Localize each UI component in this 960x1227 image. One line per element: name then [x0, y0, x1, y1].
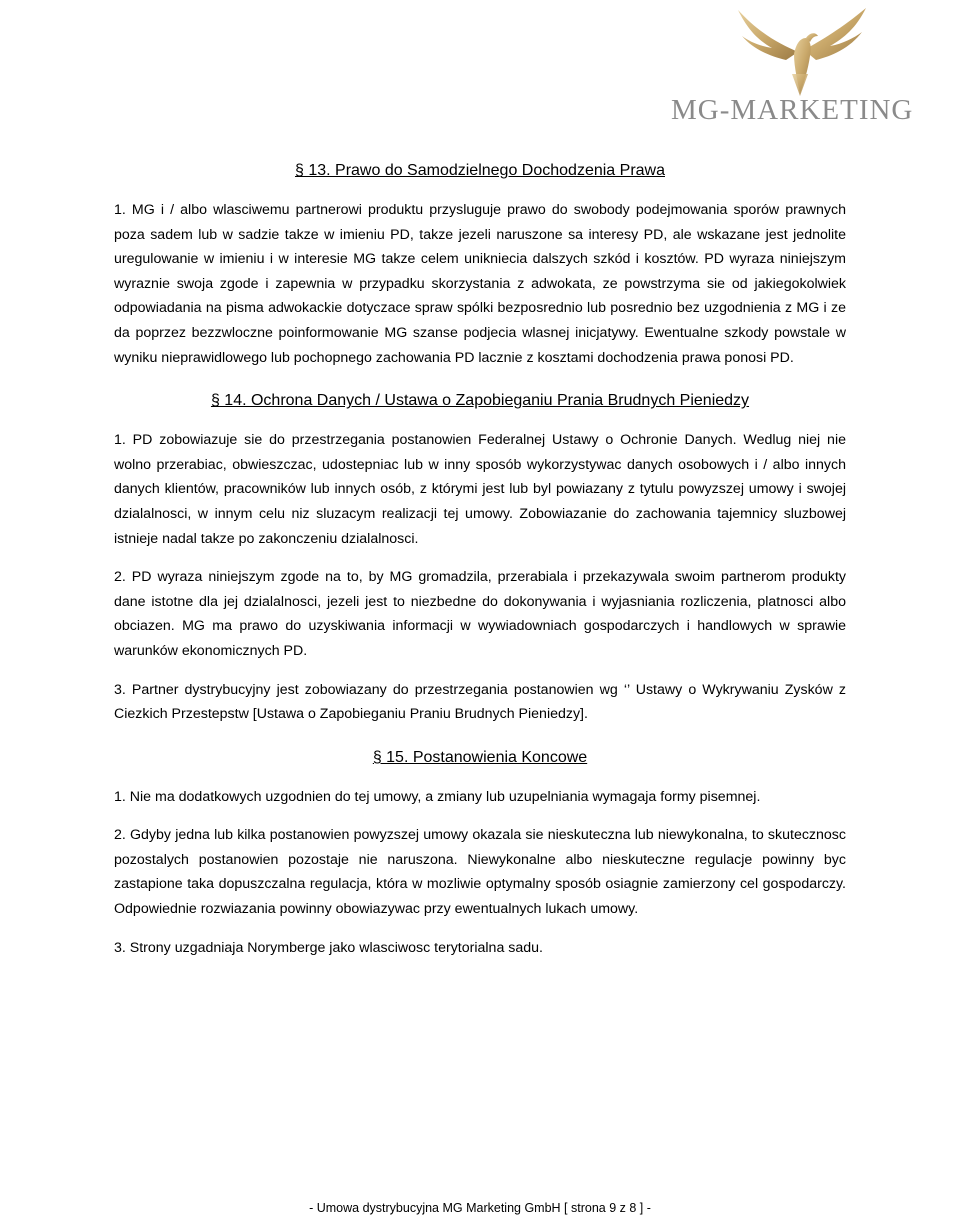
- company-logo: [665, 4, 935, 134]
- section-15-paragraph-3: 3. Strony uzgadniaja Norymberge jako wlasciwosc terytorialna sadu.: [114, 939, 543, 956]
- section-14-paragraph-3: 3. Partner dystrybucyjny jest zobowiazany do przestrzegania postanowien wg ‘’ Ustawy o Wykrywaniu Zysków z Ciezkich Przestepstw [Ustawa o Zapobieganiu Praniu Brudnych Pieniedzy].: [114, 681, 846, 723]
- section-14-heading: § 14. Ochrona Danych / Ustawa o Zapobieganiu Prania Brudnych Pieniedzy: [210, 392, 750, 410]
- section-15-paragraph-2: 2. Gdyby jedna lub kilka postanowien powyzszej umowy okazala sie nieskuteczna lub niewykonalna, to skutecznosc pozostalych postanowien pozostaje nie naruszona. Niewykonalne albo nieskuteczne regulacje powinny byc zastapione taka dopuszczalna regulacja, która w mozliwie optymalny sposób osiagnie zamierzony cel gospodarczy. Odpowiednie rozwiazania powinny obowiazywac przy ewentualnych lukach umowy.: [114, 827, 846, 918]
- section-14-paragraph-1: 1. PD zobowiazuje sie do przestrzegania postanowien Federalnej Ustawy o Ochronie Danych. Wedlug niej nie wolno przerabiac, obwieszczac, udostepniac lub w inny sposób wykorzystywac danych osobowych i / albo innych danych klientów, pracowników lub innych osób, z którymi jest lub byl powiazany z tytulu powyzszej umowy i swojej dzialalnosci, w innym celu niz sluzacym realizacji tej umowy. Zobowiazanie do zachowania tajemnicy sluzbowej istnieje nadal takze po zakonczeniu dzialalnosci.: [114, 432, 846, 547]
- section-15-heading: § 15. Postanowienia Koncowe: [372, 748, 588, 766]
- section-15-paragraph-1: 1. Nie ma dodatkowych uzgodnien do tej umowy, a zmiany lub uzupelniania wymagaja formy pisemnej.: [114, 788, 761, 805]
- document-body: [114, 160, 846, 974]
- section-13-paragraph-1: 1. MG i / albo wlasciwemu partnerowi produktu przysluguje prawo do swobody podejmowania sporów prawnych poza sadem lub w sadzie takze w imieniu PD, takze jezeli naruszone sa interesy PD, ale wskazane jest jednolite uregulowanie w imieniu i w interesie MG takze celem unikniecia dalszych szkód i kosztów. PD wyraza niniejszym wyraznie swoja zgode i zapewnia w przypadku skorzystania z adwokata, ze powstrzyma sie od jakiegokolwiek odpowiadania na pisma adwokackie dotyczace spraw spólki bezposrednio lub posrednio bez uzgodnienia z MG i ze da poprzez bezzwloczne poinformowanie MG szanse podjecia wlasnej inicjatywy. Ewentualne szkody powstale w wyniku nieprawidlowego lub pochopnego zachowania PD lacznie z kosztami dochodzenia prawa ponosi PD.: [114, 202, 846, 366]
- logo-text: MG-MARKETING: [671, 94, 914, 126]
- page-footer: - Umowa dystrybucyjna MG Marketing GmbH [ strona 9 z 8 ] -: [309, 1201, 651, 1215]
- golden-eagle-icon: [720, 4, 880, 96]
- section-13-heading: § 13. Prawo do Samodzielnego Dochodzenia Prawa: [294, 162, 665, 179]
- section-14-paragraph-2: 2. PD wyraza niniejszym zgode na to, by MG gromadzila, przerabiala i przekazywala swoim partnerom produkty dane istotne dla jej dzialalnosci, jezeli jest to niezbedne do dokonywania i wyjasniania rozliczenia, platnosci albo obciazen. MG ma prawo do uzyskiwania informacji w wywiadowniach gospodarczych i handlowych w sprawie warunków ekonomicznych PD.: [114, 569, 846, 659]
